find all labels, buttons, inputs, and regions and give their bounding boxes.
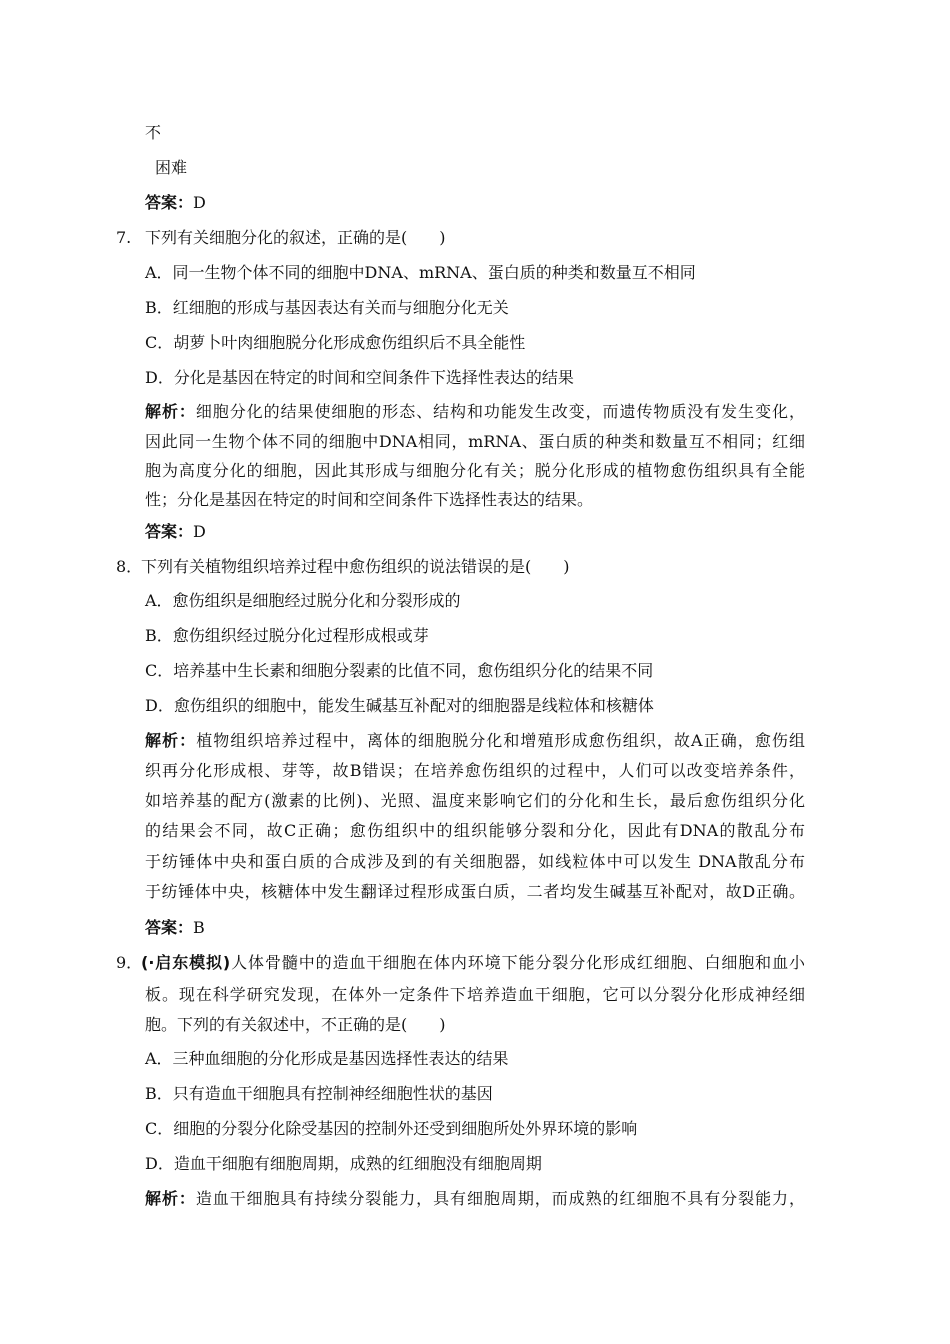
analysis-line: 的结果会不同，故C正确；愈伤组织中的组织能够分裂和分化，因此有DNA的散乱分布 <box>145 821 805 840</box>
analysis-line: 因此同一生物个体不同的细胞中DNA相同，mRNA、蛋白质的种类和数量互不相同；红细 <box>145 432 805 451</box>
option-c: C．培养基中生长素和细胞分裂素的比值不同，愈伤组织分化的结果不同 <box>145 661 654 680</box>
answer-value: D <box>193 522 206 541</box>
question-stem: 下列有关植物组织培养过程中愈伤组织的说法错误的是( ) <box>141 557 570 576</box>
option-c: C．细胞的分裂分化除受基因的控制外还受到细胞所处外界环境的影响 <box>145 1119 638 1138</box>
option-a: A．愈伤组织是细胞经过脱分化和分裂形成的 <box>145 591 461 610</box>
fragment-line-1: 不 <box>145 123 162 142</box>
option-d: D．造血干细胞有细胞周期，成熟的红细胞没有细胞周期 <box>145 1154 542 1173</box>
option-d: D．分化是基因在特定的时间和空间条件下选择性表达的结果 <box>145 368 574 387</box>
question-stem-line: 板。现在科学研究发现，在体外一定条件下培养造血干细胞，它可以分裂分化形成神经细 <box>145 985 805 1004</box>
question-stem: 下列有关细胞分化的叙述，正确的是( ) <box>145 228 446 247</box>
analysis-line <box>145 1189 805 1209</box>
answer-line <box>145 522 206 542</box>
option-b: B．只有造血干细胞具有控制神经细胞性状的基因 <box>145 1084 493 1103</box>
analysis-label: 解析： <box>145 731 197 750</box>
analysis-label: 解析： <box>145 1189 196 1208</box>
analysis-text: 细胞分化的结果使细胞的形态、结构和功能发生改变，而遗传物质没有发生变化， <box>195 402 805 421</box>
analysis-line <box>145 731 805 751</box>
option-a: A．三种血细胞的分化形成是基因选择性表达的结果 <box>145 1049 509 1068</box>
option-d: D．愈伤组织的细胞中，能发生碱基互补配对的细胞器是线粒体和核糖体 <box>145 696 654 715</box>
analysis-line: 于纺锤体中央和蛋白质的合成涉及到的有关细胞器，如线粒体中可以发生 DNA散乱分布 <box>145 852 805 871</box>
answer-label: 答案： <box>145 918 194 937</box>
question-source: (·启东模拟) <box>141 953 231 972</box>
question-number: 8． <box>116 557 143 576</box>
question-number: 9． <box>116 953 143 972</box>
question-stem-text: 人体骨髓中的造血干细胞在体内环境下能分裂分化形成红细胞、白细胞和血小 <box>230 953 805 972</box>
question-stem-line: 胞。下列的有关叙述中，不正确的是( ) <box>145 1015 446 1034</box>
option-a: A．同一生物个体不同的细胞中DNA、mRNA、蛋白质的种类和数量互不相同 <box>145 263 696 282</box>
answer-label: 答案： <box>145 193 194 212</box>
analysis-line: 于纺锤体中央，核糖体中发生翻译过程形成蛋白质，二者均发生碱基互补配对，故D正确。 <box>145 882 805 901</box>
question-stem-line <box>141 953 805 973</box>
analysis-line: 性；分化是基因在特定的时间和空间条件下选择性表达的结果。 <box>145 490 594 509</box>
option-c: C．胡萝卜叶肉细胞脱分化形成愈伤组织后不具全能性 <box>145 333 526 352</box>
analysis-text: 植物组织培养过程中，离体的细胞脱分化和增殖形成愈伤组织，故A正确，愈伤组 <box>196 731 805 750</box>
fragment-line-2: 困难 <box>155 158 188 177</box>
answer-label: 答案： <box>145 522 194 541</box>
analysis-line: 如培养基的配方(激素的比例)、光照、温度来影响它们的分化和生长，最后愈伤组织分化 <box>145 791 805 810</box>
answer-line <box>145 193 206 213</box>
analysis-line <box>145 402 805 422</box>
option-b: B．愈伤组织经过脱分化过程形成根或芽 <box>145 626 429 645</box>
question-number: 7. <box>116 228 132 247</box>
option-b: B．红细胞的形成与基因表达有关而与细胞分化无关 <box>145 298 509 317</box>
answer-line <box>145 918 205 938</box>
analysis-line: 胞为高度分化的细胞，因此其形成与细胞分化有关；脱分化形成的植物愈伤组织具有全能 <box>145 461 805 480</box>
analysis-text: 造血干细胞具有持续分裂能力，具有细胞周期，而成熟的红细胞不具有分裂能力， <box>195 1189 805 1208</box>
answer-value: B <box>193 918 205 937</box>
analysis-line: 织再分化形成根、芽等，故B错误；在培养愈伤组织的过程中，人们可以改变培养条件， <box>145 761 805 780</box>
answer-value: D <box>193 193 206 212</box>
analysis-label: 解析： <box>145 402 196 421</box>
